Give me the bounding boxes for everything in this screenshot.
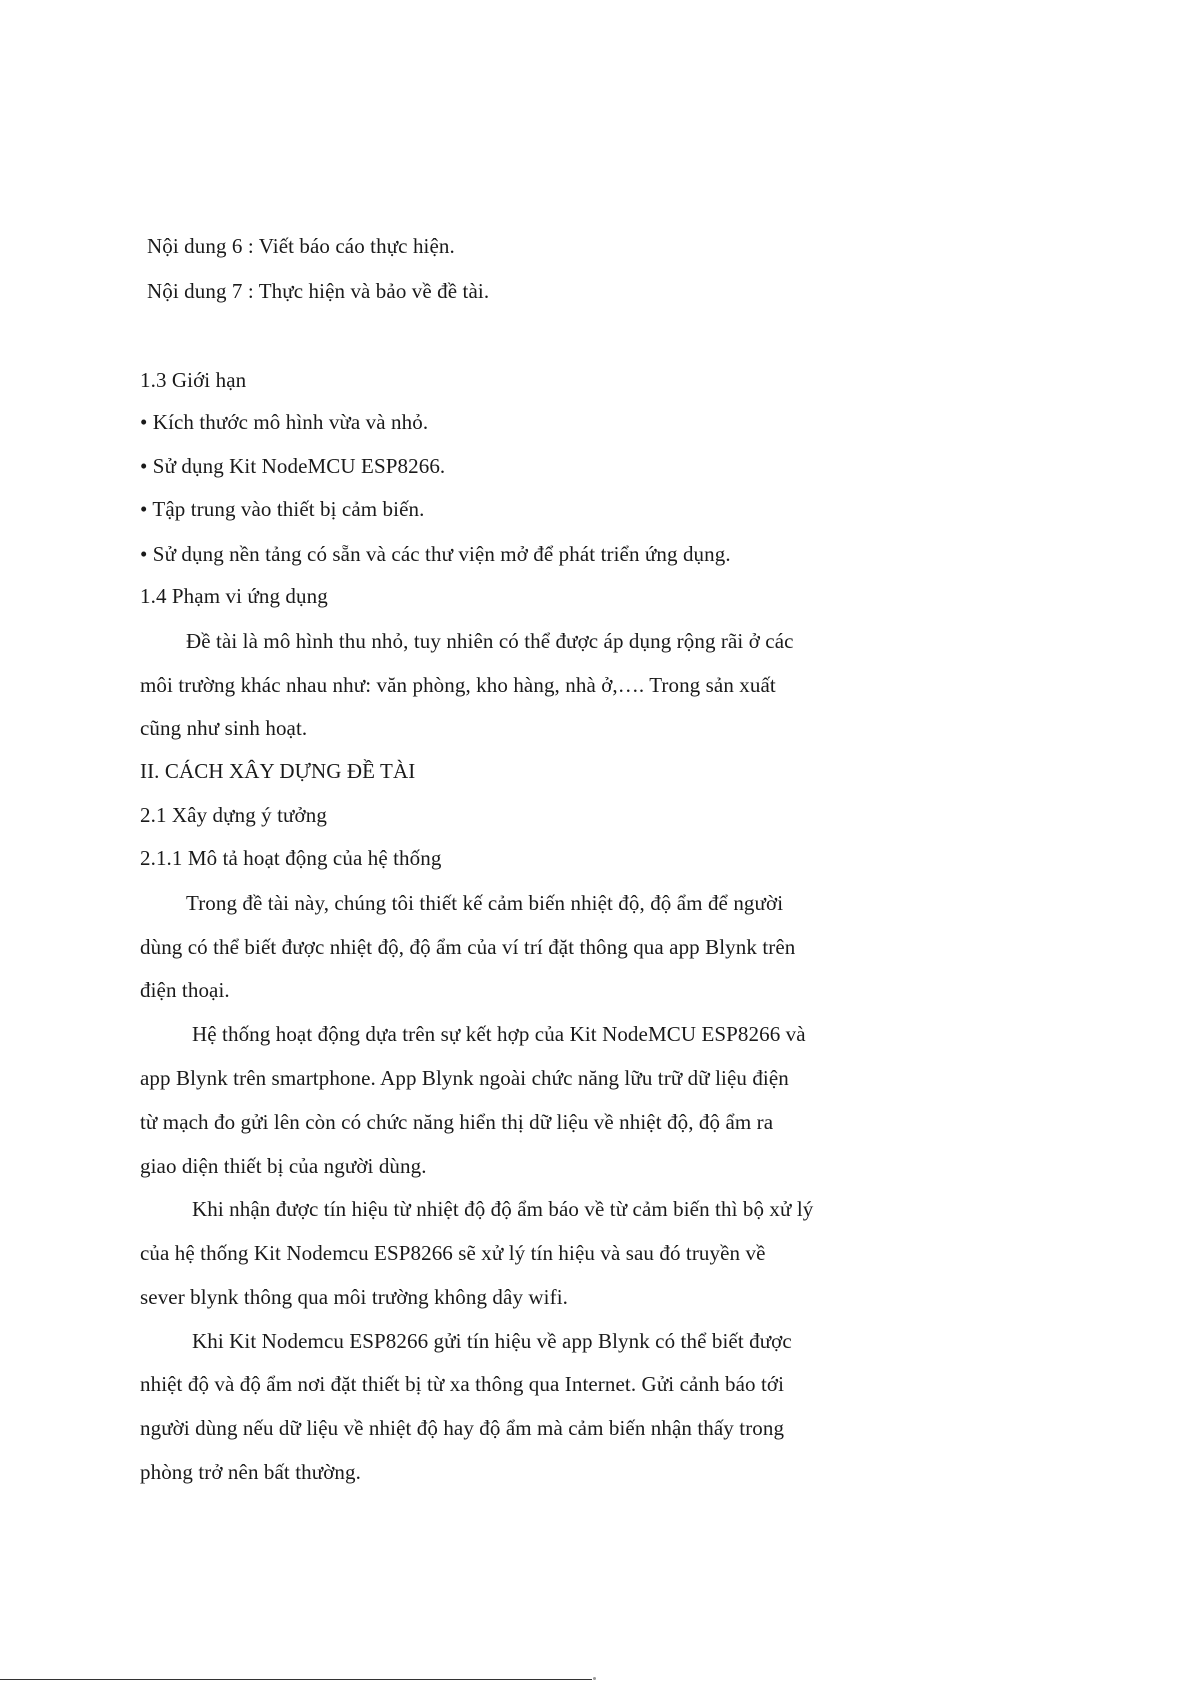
paragraph-line: dùng có thể biết được nhiệt độ, độ ẩm của ví trí đặt thông qua app Blynk trên: [140, 935, 796, 959]
bullet-item: • Sử dụng Kit NodeMCU ESP8266.: [140, 454, 446, 478]
paragraph-line: người dùng nếu dữ liệu về nhiệt độ hay độ ẩm mà cảm biến nhận thấy trong: [140, 1416, 785, 1440]
paragraph-line: cũng như sinh hoạt.: [140, 716, 308, 740]
paragraph-line: giao diện thiết bị của người dùng.: [140, 1154, 427, 1178]
bullet-item: • Tập trung vào thiết bị cảm biến.: [140, 497, 425, 521]
paragraph-line: môi trường khác nhau như: văn phòng, kho hàng, nhà ở,…. Trong sản xuất: [140, 673, 776, 697]
footer-dot: [593, 1677, 596, 1680]
paragraph-line: Đề tài là mô hình thu nhỏ, tuy nhiên có thể được áp dụng rộng rãi ở các: [186, 629, 794, 653]
chapter-heading-ii: II. CÁCH XÂY DỰNG ĐỀ TÀI: [140, 759, 416, 783]
paragraph-line: điện thoại.: [140, 978, 230, 1002]
section-heading-2-1-1: 2.1.1 Mô tả hoạt động của hệ thống: [140, 846, 442, 870]
section-heading-1-4: 1.4 Phạm vi ứng dụng: [140, 584, 328, 608]
section-heading-2-1: 2.1 Xây dựng ý tưởng: [140, 803, 327, 827]
content-item-7: Nội dung 7 : Thực hiện và bảo về đề tài.: [147, 279, 490, 303]
section-heading-1-3: 1.3 Giới hạn: [140, 368, 247, 392]
footer-divider: [0, 1679, 592, 1680]
bullet-item: • Kích thước mô hình vừa và nhỏ.: [140, 410, 429, 434]
bullet-item: • Sử dụng nền tảng có sẵn và các thư viện mở để phát triển ứng dụng.: [140, 542, 731, 566]
paragraph-line: phòng trở nên bất thường.: [140, 1460, 361, 1484]
paragraph-line: sever blynk thông qua môi trường không dây wifi.: [140, 1285, 568, 1309]
content-item-6: Nội dung 6 : Viết báo cáo thực hiện.: [147, 234, 455, 258]
paragraph-line: của hệ thống Kit Nodemcu ESP8266 sẽ xử lý tín hiệu và sau đó truyền về: [140, 1241, 766, 1265]
paragraph-line: app Blynk trên smartphone. App Blynk ngoài chức năng lữu trữ dữ liệu điện: [140, 1066, 789, 1090]
paragraph-line: nhiệt độ và độ ẩm nơi đặt thiết bị từ xa thông qua Internet. Gửi cảnh báo tới: [140, 1372, 785, 1396]
paragraph-line: Khi nhận được tín hiệu từ nhiệt độ độ ẩm báo về từ cảm biến thì bộ xử lý: [192, 1197, 814, 1221]
paragraph-line: Trong đề tài này, chúng tôi thiết kế cảm biến nhiệt độ, độ ẩm để người: [186, 891, 784, 915]
paragraph-line: Khi Kit Nodemcu ESP8266 gửi tín hiệu về app Blynk có thể biết được: [192, 1329, 792, 1353]
paragraph-line: Hệ thống hoạt động dựa trên sự kết hợp của Kit NodeMCU ESP8266 và: [192, 1022, 806, 1046]
paragraph-line: từ mạch đo gửi lên còn có chức năng hiển thị dữ liệu về nhiệt độ, độ ẩm ra: [140, 1110, 774, 1134]
